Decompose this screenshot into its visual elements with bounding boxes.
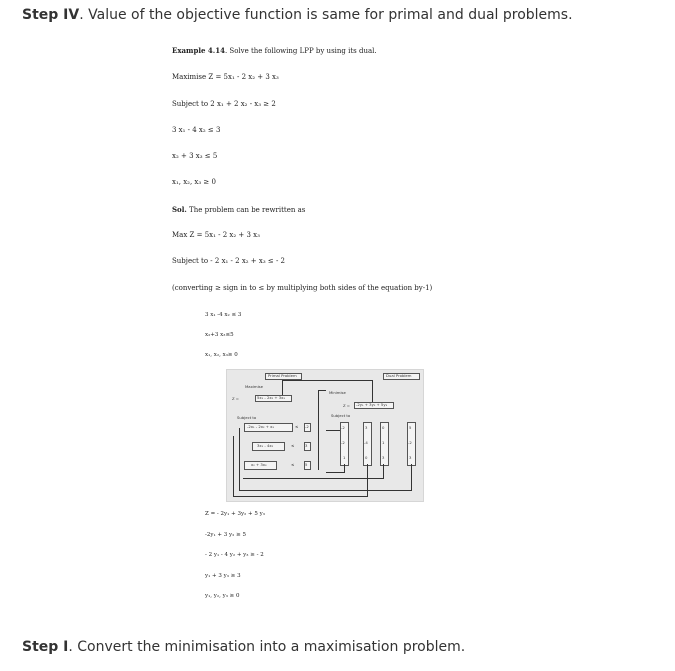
primal-row-1-sign: ≤ (295, 424, 299, 429)
primal-z-label: Z = (232, 396, 239, 401)
primal-row-3: x₂ + 3x₃ (251, 462, 267, 467)
connector-line (383, 464, 384, 479)
dual-col-2-a: 3 (365, 425, 368, 430)
dual-col-1-b: -2 (341, 440, 345, 445)
connector-line (344, 464, 345, 473)
connector-line (233, 496, 368, 497)
connector-line (372, 380, 373, 402)
primal-objective: 5x₁ - 2x₂ + 3x₃ (257, 395, 285, 400)
solution-constraint-3: x₂+3 x₃≤5 (205, 332, 234, 338)
solution-objective: Max Z = 5x₁ - 2 x₂ + 3 x₃ (172, 231, 260, 239)
step-text: . Value of the objective function is same for primal and dual problems. (79, 7, 573, 23)
solution-constraint-2: 3 x₁ -4 x₂ ≤ 3 (205, 312, 242, 318)
dual-rhs-2: -2 (408, 440, 412, 445)
example-label: Example 4.14 (172, 46, 225, 55)
dual-subject-to: Subject to (331, 413, 351, 418)
primal-row-2-sign: ≤ (291, 443, 295, 448)
connector-line (282, 380, 372, 381)
dual-col-3-c: 3 (382, 455, 385, 460)
dual-constraint-3: y₁ + 3 y₃ ≥ 3 (205, 573, 241, 579)
solution-constraint-1: Subject to - 2 x₁ - 2 x₂ + x₃ ≤ - 2 (172, 257, 286, 265)
dual-col-3-a: 0 (382, 425, 385, 430)
dual-col-3-b: 1 (382, 440, 385, 445)
dual-rhs-3: 3 (409, 455, 412, 460)
primal-rhs-3: 5 (305, 462, 308, 467)
connector-line (318, 390, 326, 391)
problem-nonnegativity: x₁, x₂, x₃ ≥ 0 (172, 178, 216, 186)
primal-row-2: 3x₁ - 4x₂ (257, 443, 274, 448)
dual-col-2-c: 0 (365, 455, 368, 460)
problem-objective: Maximise Z = 5x₁ - 2 x₂ + 3 x₃ (172, 73, 279, 81)
example-heading (172, 46, 377, 55)
problem-constraint-1: Subject to 2 x₁ + 2 x₂ - x₃ ≥ 2 (172, 100, 276, 108)
connector-line (239, 428, 240, 490)
connector-line (367, 464, 368, 497)
primal-dual-diagram (226, 369, 424, 502)
dual-constraint-2: - 2 y₁ - 4 y₂ + y₃ ≥ - 2 (205, 552, 264, 558)
connector-line (318, 390, 319, 470)
connector-line (326, 430, 340, 431)
problem-constraint-3: x₂ + 3 x₃ ≤ 5 (172, 152, 218, 160)
dual-col-1-a: -2 (341, 425, 345, 430)
connector-line (326, 472, 344, 473)
solution-note: (converting ≥ sign in to ≤ by multiplying both sides of the equation by-1) (172, 284, 433, 292)
problem-constraint-2: 3 x₁ - 4 x₂ ≤ 3 (172, 126, 221, 134)
solution-text: The problem can be rewritten as (186, 206, 306, 214)
primal-rhs-1: -2 (305, 424, 309, 429)
primal-row-3-sign: ≤ (291, 462, 295, 467)
maximise-label: Maximise (245, 384, 263, 389)
step-iv-heading (22, 7, 573, 23)
step-label: Step IV (22, 7, 80, 23)
connector-line (282, 380, 283, 395)
dual-title: Dual Problem (386, 373, 412, 378)
dual-objective: -2y₁ + 3y₂ + 5y₃ (356, 402, 388, 407)
dual-col-1-c: 1 (343, 455, 346, 460)
dual-constraint-1: -2y₁ + 3 y₂ ≥ 5 (205, 532, 246, 538)
solution-label: Sol. (172, 205, 187, 214)
connector-line (411, 464, 412, 491)
primal-rhs-2: 3 (305, 443, 308, 448)
solution-intro (172, 205, 305, 214)
dual-col-2-b: -4 (364, 440, 368, 445)
dual-nonnegativity: y₁, y₂, y₃ ≥ 0 (205, 593, 240, 599)
connector-line (239, 490, 411, 491)
step-i-heading (22, 639, 465, 655)
primal-subject-to: Subject to (237, 415, 257, 420)
step-text: . Convert the minimisation into a maximisation problem. (68, 639, 466, 655)
connector-line (243, 478, 383, 479)
dual-objective-line: Z = - 2y₁ + 3y₂ + 5 y₃ (205, 511, 265, 517)
dual-rhs-1: 5 (409, 425, 412, 430)
dual-z-label: Z = (343, 403, 350, 408)
step-label: Step I (22, 639, 69, 655)
primal-row-1: -2x₁ - 2x₂ + x₃ (247, 424, 274, 429)
primal-title: Primal Problem (268, 373, 297, 378)
minimise-label: Minimise (329, 390, 346, 395)
example-text: . Solve the following LPP by using its dual. (224, 47, 377, 55)
connector-line (233, 436, 234, 496)
solution-nonnegativity: x₁, x₂, x₃≥ 0 (205, 352, 238, 358)
